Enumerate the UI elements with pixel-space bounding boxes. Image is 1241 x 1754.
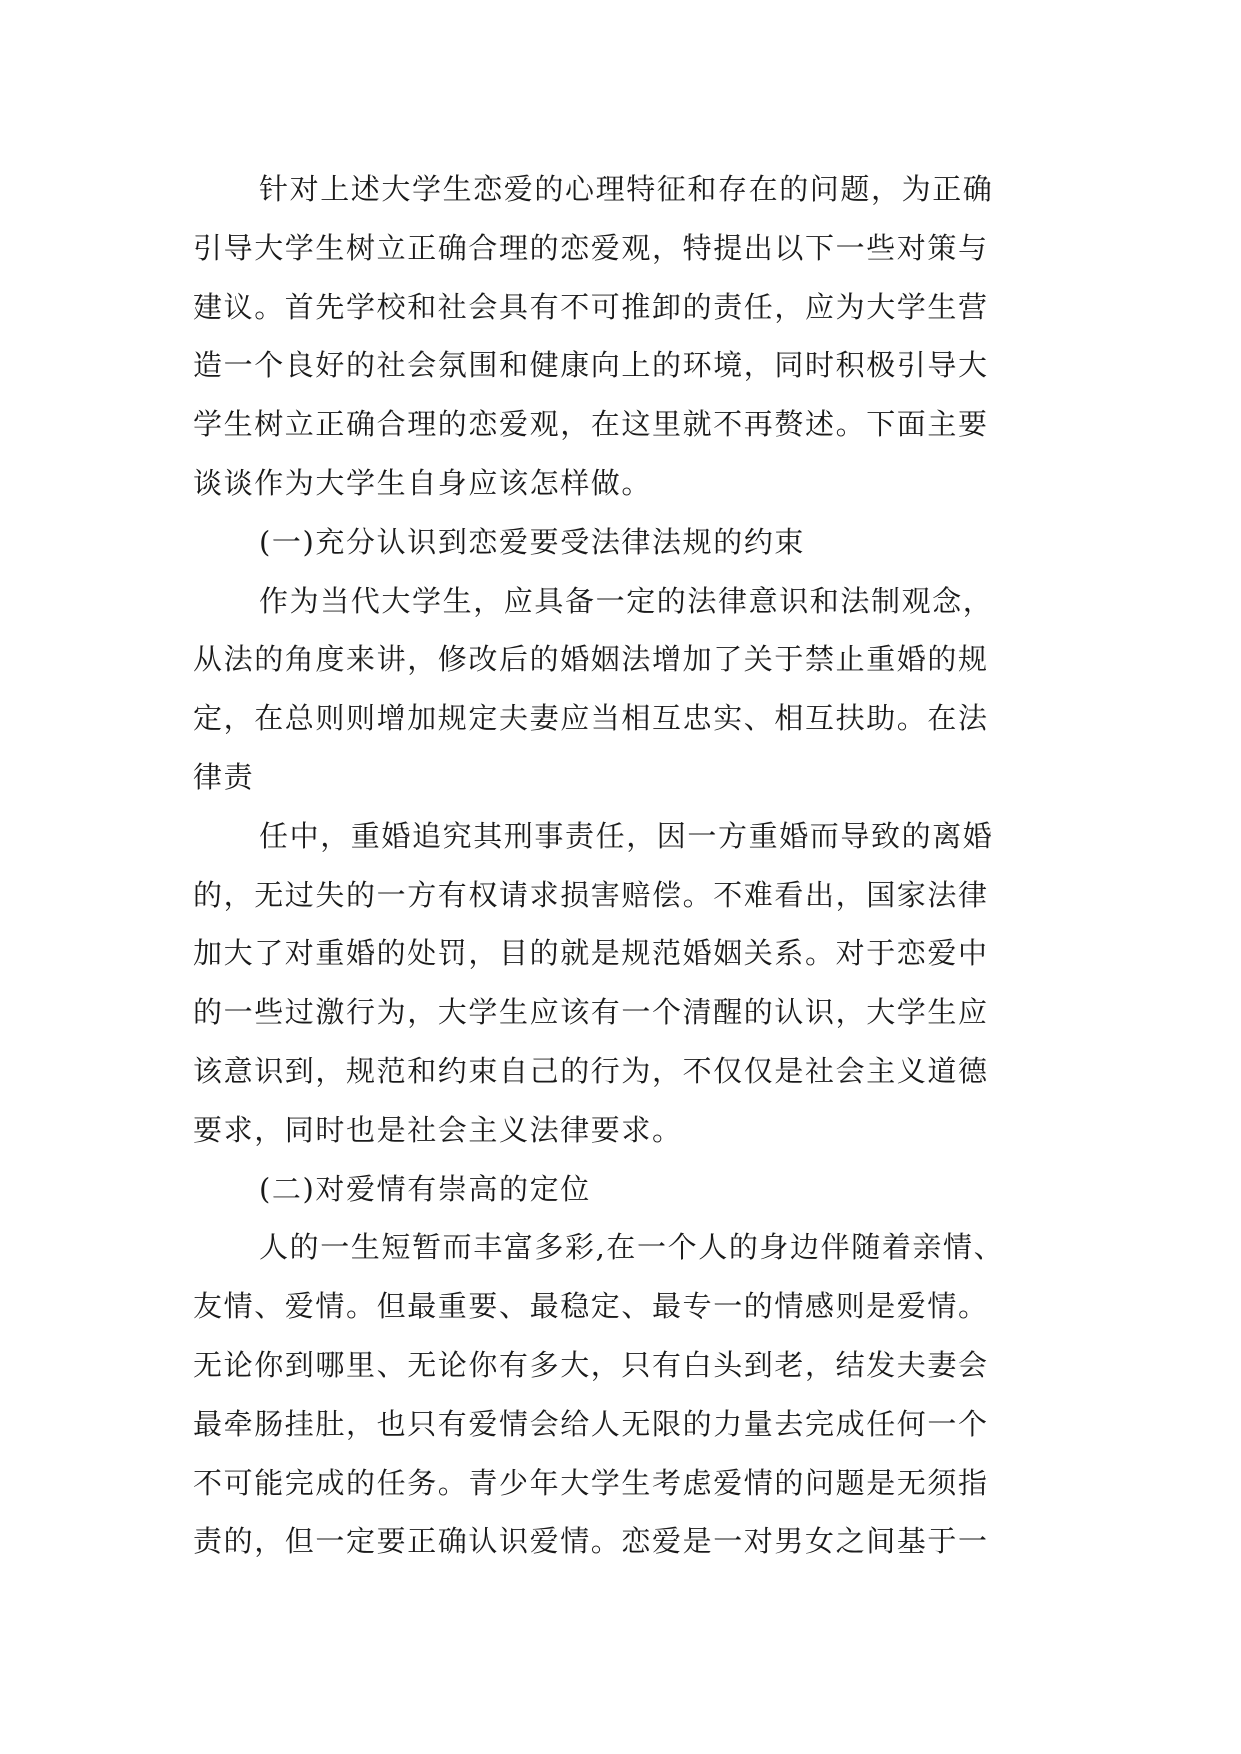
paragraph-line: 不可能完成的任务。青少年大学生考虑爱情的问题是无须指	[193, 1465, 989, 1500]
paragraph-line: 要求，同时也是社会主义法律要求。	[193, 1112, 683, 1147]
paragraph-line: 造一个良好的社会氛围和健康向上的环境，同时积极引导大	[193, 348, 989, 383]
paragraph-line: 的，无过失的一方有权请求损害赔偿。不难看出，国家法律	[193, 877, 989, 912]
document-body	[193, 160, 1058, 1571]
paragraph-line: 该意识到，规范和约束自己的行为，不仅仅是社会主义道德	[193, 1053, 989, 1088]
paragraph-line: 学生树立正确合理的恋爱观，在这里就不再赘述。下面主要	[193, 407, 989, 442]
paragraph-line: 人的一生短暂而丰富多彩,在一个人的身边伴随着亲情、	[259, 1230, 1005, 1265]
paragraph-line: 责的，但一定要正确认识爱情。恋爱是一对男女之间基于一	[193, 1524, 989, 1559]
paragraph-line: 引导大学生树立正确合理的恋爱观，特提出以下一些对策与	[193, 230, 989, 265]
paragraph-line: 最牵肠挂肚，也只有爱情会给人无限的力量去完成任何一个	[193, 1406, 989, 1441]
section-heading: (一)充分认识到恋爱要受法律法规的约束	[259, 524, 806, 559]
paragraph-line: 的一些过激行为，大学生应该有一个清醒的认识，大学生应	[193, 995, 989, 1030]
paragraph-line: 针对上述大学生恋爱的心理特征和存在的问题，为正确	[259, 172, 994, 206]
paragraph-line: 从法的角度来讲，修改后的婚姻法增加了关于禁止重婚的规	[193, 642, 989, 677]
section-heading: (二)对爱情有崇高的定位	[259, 1171, 591, 1206]
paragraph-line: 无论你到哪里、无论你有多大，只有白头到老，结发夫妻会	[193, 1347, 989, 1382]
paragraph-line: 任中，重婚追究其刑事责任，因一方重婚而导致的离婚	[259, 818, 994, 853]
paragraph-line: 作为当代大学生，应具备一定的法律意识和法制观念，	[259, 583, 994, 618]
paragraph-line: 谈谈作为大学生自身应该怎样做。	[193, 465, 653, 500]
paragraph-line: 友情、爱情。但最重要、最稳定、最专一的情感则是爱情。	[193, 1289, 989, 1324]
paragraph-line: 定，在总则则增加规定夫妻应当相互忠实、相互扶助。在法	[193, 701, 989, 736]
paragraph-line: 建议。首先学校和社会具有不可推卸的责任，应为大学生营	[193, 289, 989, 324]
paragraph-line: 加大了对重婚的处罚，目的就是规范婚姻关系。对于恋爱中	[193, 936, 989, 971]
paragraph-line: 律责	[193, 759, 255, 794]
